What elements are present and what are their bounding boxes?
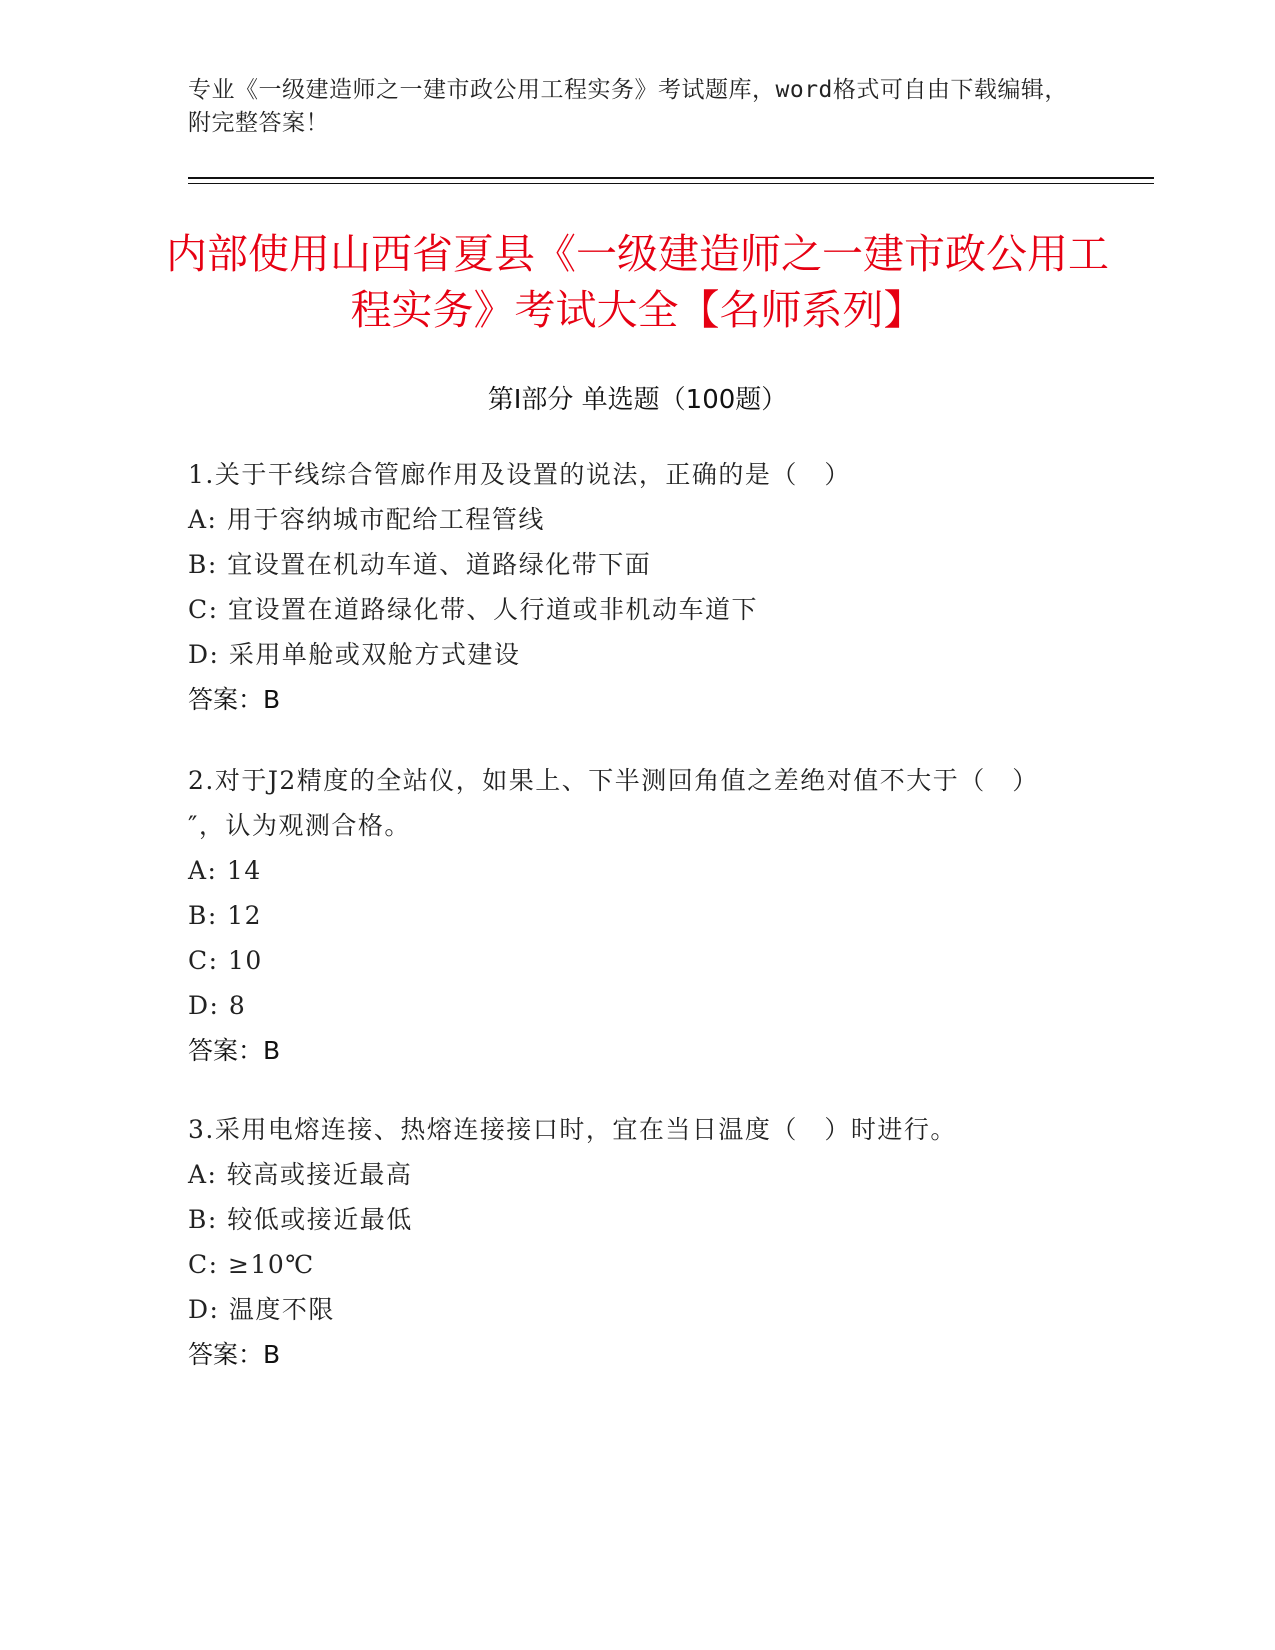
option-b: B: 较低或接近最低 xyxy=(188,1205,413,1234)
answer-line: 答案：B xyxy=(188,685,281,714)
option-a: A: 用于容纳城市配给工程管线 xyxy=(188,505,545,534)
option-c: C: ≥10℃ xyxy=(188,1250,315,1279)
answer-line: 答案：B xyxy=(188,1036,281,1065)
option-a: A: 14 xyxy=(188,856,262,885)
question-1 xyxy=(188,452,1068,722)
answer-line: 答案：B xyxy=(188,1340,281,1369)
option-b: B: 12 xyxy=(188,901,263,930)
question-stem: 3.采用电熔连接、热熔连接接口时，宜在当日温度（ ）时进行。 xyxy=(188,1115,957,1144)
option-b: B: 宜设置在机动车道、道路绿化带下面 xyxy=(188,550,652,579)
header-rule-thick xyxy=(188,177,1154,179)
section-heading: 第Ⅰ部分 单选题（100题） xyxy=(487,385,788,415)
option-d: D: 温度不限 xyxy=(188,1295,335,1324)
question-2 xyxy=(188,758,1068,1073)
header-note: 专业《一级建造师之一建市政公用工程实务》考试题库，word格式可自由下载编辑，附完整答案！ xyxy=(188,77,1068,136)
question-stem: 2.对于J2精度的全站仪，如果上、下半测回角值之差绝对值不大于（ ）″，认为观测合格。 xyxy=(188,766,1039,840)
option-a: A: 较高或接近最高 xyxy=(188,1160,413,1189)
header-rule-thin xyxy=(188,183,1154,184)
document-title: 内部使用山西省夏县《一级建造师之一建市政公用工程实务》考试大全【名师系列】 xyxy=(166,230,1109,334)
option-d: D: 8 xyxy=(188,991,247,1020)
option-c: C: 10 xyxy=(188,946,263,975)
question-stem: 1.关于干线综合管廊作用及设置的说法，正确的是（ ） xyxy=(188,460,851,489)
option-d: D: 采用单舱或双舱方式建设 xyxy=(188,640,521,669)
option-c: C: 宜设置在道路绿化带、人行道或非机动车道下 xyxy=(188,595,758,624)
question-3 xyxy=(188,1107,1068,1377)
